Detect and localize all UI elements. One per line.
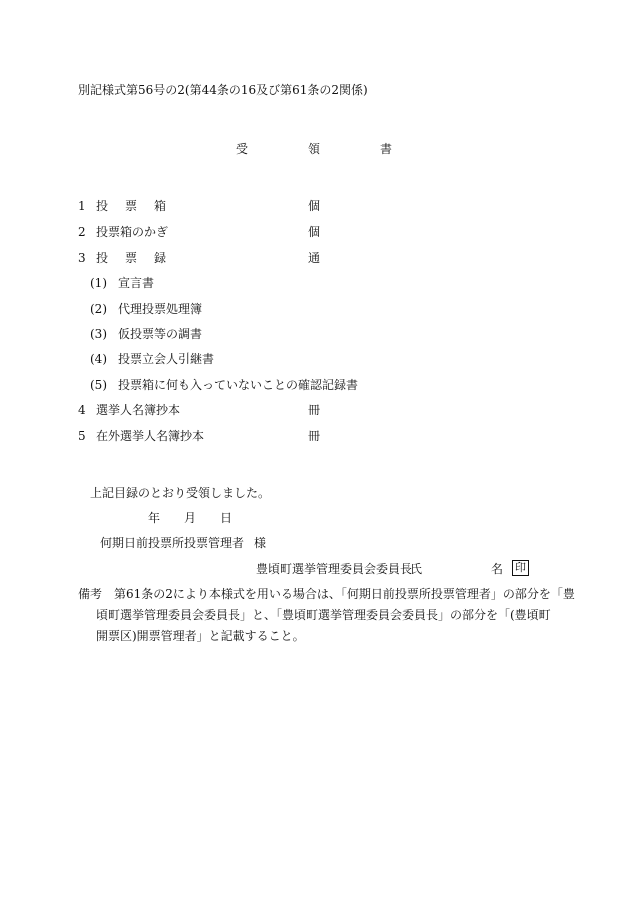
sub-item-number: (1) — [90, 276, 107, 290]
sub-item-number: (2) — [90, 302, 107, 316]
sub-item-label: 代理投票処理簿 — [118, 302, 203, 316]
item-label-char: 箱 — [154, 199, 167, 213]
signer-mei: 名 — [491, 562, 504, 576]
receipt-statement: 上記目録のとおり受領しました。 — [90, 486, 271, 500]
item-label: 在外選挙人名簿抄本 — [96, 429, 205, 443]
sub-item-label: 宣言書 — [118, 276, 155, 290]
sub-item-label: 仮投票等の調書 — [118, 327, 203, 341]
item-number: 2 — [78, 225, 86, 239]
signer-title: 豊頃町選挙管理委員会委員長 — [256, 562, 413, 576]
form-number: 別記様式第56号の2(第44条の16及び第61条の2関係) — [78, 83, 368, 97]
sub-item-label: 投票箱に何も入っていないことの確認記録書 — [118, 378, 359, 392]
item-unit: 通 — [308, 251, 321, 265]
sub-item-number: (4) — [90, 352, 107, 366]
sub-item-number: (5) — [90, 378, 107, 392]
date-year: 年 — [148, 511, 161, 525]
addressee-honorific: 様 — [254, 536, 267, 550]
item-label-char: 投 — [96, 199, 109, 213]
item-number: 1 — [78, 199, 86, 213]
remarks-line-2: 頃町選挙管理委員会委員長」と、「豊頃町選挙管理委員会委員長」の部分を「(豊頃町 — [96, 608, 551, 622]
seal-mark: 印 — [512, 560, 529, 576]
item-label: 選挙人名簿抄本 — [96, 403, 181, 417]
item-label-char: 投 — [96, 251, 109, 265]
item-label-char: 票 — [125, 199, 138, 213]
remarks-heading: 備考 — [78, 587, 103, 601]
date-day: 日 — [220, 511, 233, 525]
sub-item-number: (3) — [90, 327, 107, 341]
remarks-line-3: 開票区)開票管理者」と記載すること。 — [96, 629, 305, 643]
remarks-line-1: 第61条の2により本様式を用いる場合は、「何期日前投票所投票管理者」の部分を「豊 — [114, 587, 575, 601]
item-label-char: 録 — [154, 251, 167, 265]
item-number: 3 — [78, 251, 86, 265]
item-number: 5 — [78, 429, 86, 443]
title-char-2: 領 — [308, 142, 321, 156]
addressee-name: 何期日前投票所投票管理者 — [100, 536, 245, 550]
item-unit: 個 — [308, 199, 321, 213]
item-unit: 冊 — [308, 429, 321, 443]
item-number: 4 — [78, 403, 86, 417]
signer-shi: 氏 — [410, 562, 423, 576]
sub-item-label: 投票立会人引継書 — [118, 352, 215, 366]
item-label: 投票箱のかぎ — [96, 225, 169, 239]
item-unit: 冊 — [308, 403, 321, 417]
item-label-char: 票 — [125, 251, 138, 265]
title-char-1: 受 — [236, 142, 249, 156]
date-month: 月 — [184, 511, 197, 525]
item-unit: 個 — [308, 225, 321, 239]
title-char-3: 書 — [380, 142, 393, 156]
